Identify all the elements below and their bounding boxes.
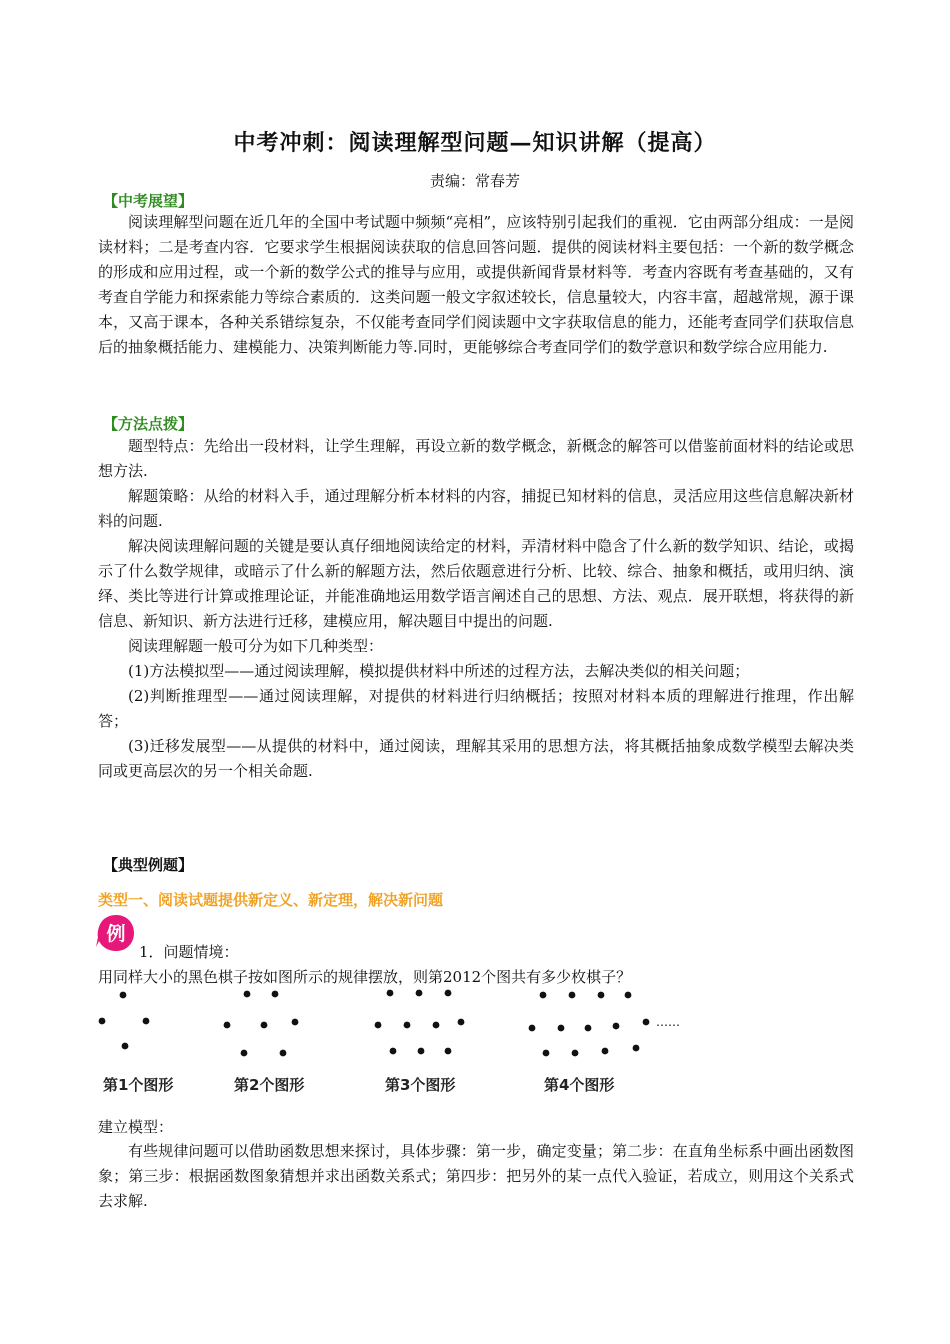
chess-piece (99, 1018, 106, 1025)
chess-piece (292, 1019, 299, 1026)
chess-piece (418, 1048, 425, 1055)
chess-piece (569, 992, 576, 999)
method-p4: 阅读理解题一般可分为如下几种类型： (128, 637, 384, 655)
example-badge-icon (96, 913, 136, 953)
chess-piece (625, 992, 632, 999)
figure-label-3: 第3个图形 (385, 1076, 456, 1094)
method-p7: (3)迁移发展型——从提供的材料中，通过阅读，理解其采用的思想方法，将其概括抽象成数学模型去解决类同或更高层次的另一个相关命题. (98, 737, 854, 780)
chess-piece (280, 1050, 287, 1057)
chess-piece (244, 991, 251, 998)
chess-piece (416, 990, 423, 997)
editor-line: 责编：常春芳 (429, 172, 520, 190)
chess-piece (445, 1048, 452, 1055)
chess-piece (540, 992, 547, 999)
question-number: 1．问题情境： (139, 943, 239, 961)
section-heading-outlook: 【中考展望】 (103, 192, 194, 210)
chess-piece (224, 1022, 231, 1029)
chess-piece (633, 1045, 640, 1052)
chess-piece (529, 1025, 536, 1032)
ellipsis: …… (656, 1015, 680, 1029)
chess-piece (120, 992, 127, 999)
chess-piece (375, 1022, 382, 1029)
figure-label-1: 第1个图形 (103, 1076, 174, 1094)
section-heading-method: 【方法点拨】 (103, 415, 194, 433)
model-text: 有些规律问题可以借助函数思想来探讨，具体步骤：第一步，确定变量；第二步：在直角坐标系中画出函数图象；第三步：根据函数图象猜想并求出函数关系式；第四步：把另外的某一点代入验证，若成立，则用这个关系式去求解. (98, 1142, 854, 1210)
chess-piece (598, 992, 605, 999)
page-title: 中考冲刺：阅读理解型问题—知识讲解（提高） (233, 130, 717, 156)
badge-text: 例 (106, 923, 126, 945)
chess-piece (272, 991, 279, 998)
method-paragraphs (98, 434, 854, 784)
chess-piece (602, 1048, 609, 1055)
model-paragraph (98, 1139, 854, 1214)
chess-piece (445, 990, 452, 997)
chess-piece (122, 1043, 129, 1050)
type-one-heading: 类型一、阅读试题提供新定义、新定理，解决新问题 (98, 891, 444, 909)
chess-piece (613, 1023, 620, 1030)
method-p1: 题型特点：先给出一段材料，让学生理解，再设立新的数学概念，新概念的解答可以借鉴前面材料的结论或思想方法. (98, 437, 854, 480)
chess-piece (558, 1025, 565, 1032)
model-heading: 建立模型： (98, 1118, 174, 1136)
question-text: 用同样大小的黑色棋子按如图所示的规律摆放，则第2012个图共有多少枚棋子？ (98, 968, 632, 986)
chess-piece (390, 1048, 397, 1055)
figure-1 (99, 992, 150, 1050)
figure-label-2: 第2个图形 (234, 1076, 305, 1094)
outlook-text: 阅读理解型问题在近几年的全国中考试题中频频“亮相”，应该特别引起我们的重视．它由两部分组成：一是阅读材料；二是考查内容．它要求学生根据阅读获取的信息回答问题．提供的阅读材料主要包括：一个新的数学概念的形成和应用过程，或一个新的数学公式的推导与应用，或提供新闻背景材料等．考查内容既有考查基础的，又有考查自学能力和探索能力等综合素质的．这类问题一般文字叙述较长，信息量较大，内容丰富，超越常规，源于课本，又高于课本，各种关系错综复杂，不仅能考查同学们阅读题中文字获取信息的能力，还能考查同学们获取信息后的抽象概括能力、建模能力、决策判断能力等.同时，更能够综合考查同学们的数学意识和数学综合应用能力. (98, 213, 854, 356)
method-p2: 解题策略：从给的材料入手，通过理解分析本材料的内容，捕捉已知材料的信息，灵活应用这些信息解决新材料的问题. (98, 487, 854, 530)
chess-piece (143, 1018, 150, 1025)
chess-piece (643, 1019, 650, 1026)
chess-piece (261, 1022, 268, 1029)
figure-label-4: 第4个图形 (544, 1076, 615, 1094)
chess-piece (241, 1050, 248, 1057)
outlook-paragraph (98, 210, 854, 360)
method-p3: 解决阅读理解问题的关键是要认真仔细地阅读给定的材料，弄清材料中隐含了什么新的数学知识、结论，或揭示了什么数学规律，或暗示了什么新的解题方法，然后依题意进行分析、比较、综合、抽象和概括，或用归纳、演绎、类比等进行计算或推理论证，并能准确地运用数学语言阐述自己的思想、方法、观点．展开联想，将获得的新信息、新知识、新方法进行迁移，建模应用，解决题目中提出的问题. (98, 537, 854, 630)
chess-piece (404, 1022, 411, 1029)
chess-piece (387, 990, 394, 997)
chess-piece (458, 1019, 465, 1026)
figure-4 (529, 992, 650, 1057)
chess-piece (572, 1050, 579, 1057)
method-p5: (1)方法模拟型——通过阅读理解，模拟提供材料中所述的过程方法，去解决类似的相关问题； (128, 662, 750, 680)
section-heading-examples: 【典型例题】 (103, 856, 194, 874)
figure-3 (375, 990, 465, 1055)
figure-2 (224, 991, 299, 1057)
chess-piece (433, 1022, 440, 1029)
chess-piece (543, 1050, 550, 1057)
method-p6: (2)判断推理型——通过阅读理解，对提供的材料进行归纳概括；按照对材料本质的理解进行推理，作出解答； (98, 687, 854, 730)
chess-piece (585, 1025, 592, 1032)
